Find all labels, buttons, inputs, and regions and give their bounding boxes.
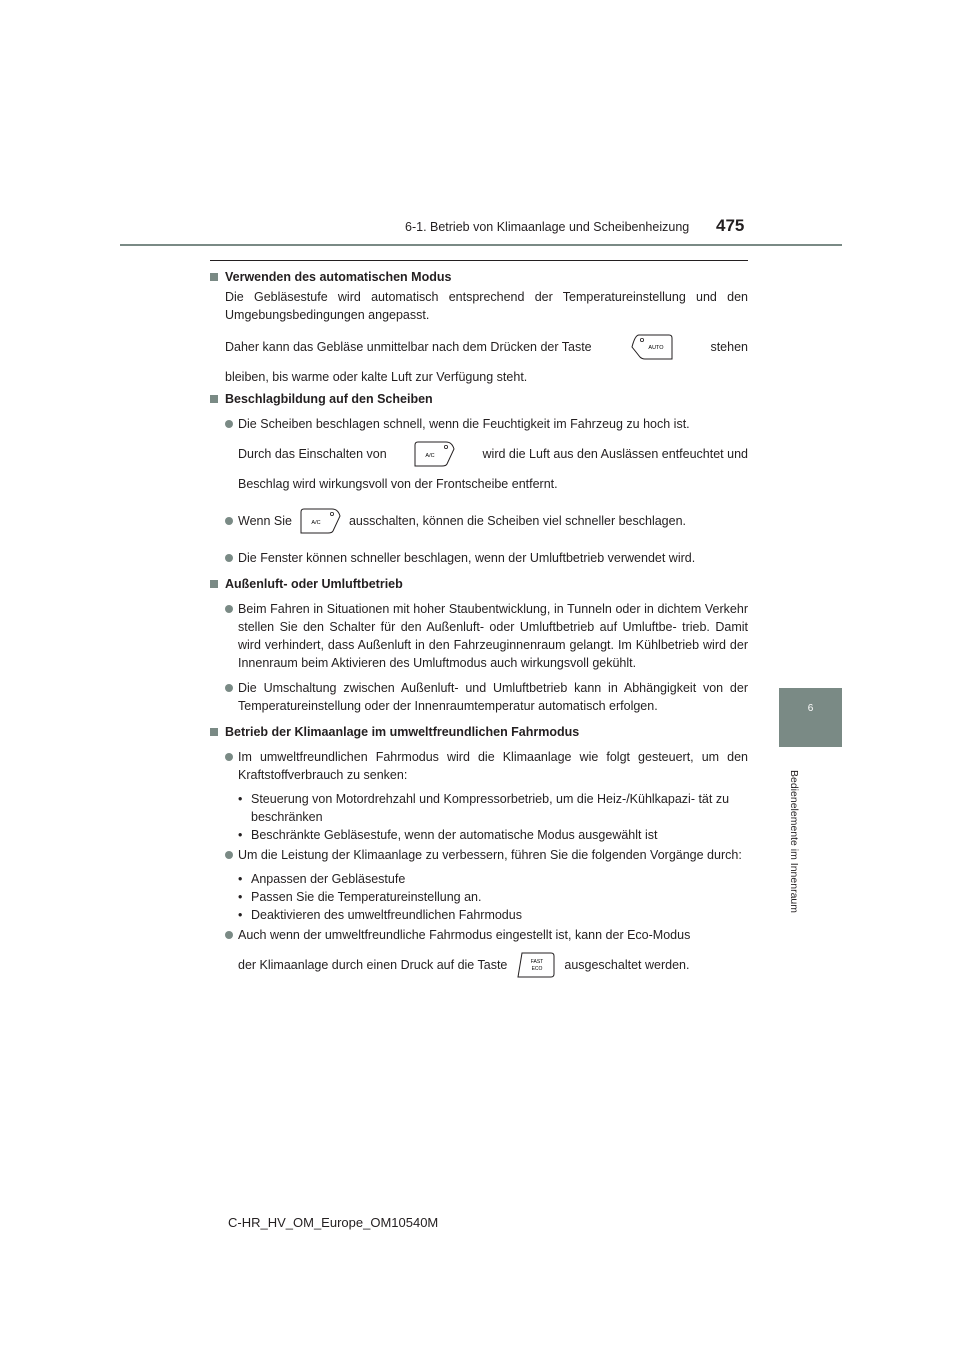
section-heading-air: Außenluft- oder Umluftbetrieb [210, 575, 748, 593]
square-bullet-icon [210, 728, 218, 736]
round-bullet-icon [225, 684, 233, 692]
fog-bullet-1: Die Scheiben beschlagen schnell, wenn die Feuchtigkeit im Fahrzeug zu hoch ist. Durch das Einschalten von A/C wird die Luft aus den Auslässen entfeuchtet und Beschlag wird wirkungsvoll von der Frontscheibe entfernt. [210, 415, 748, 493]
square-bullet-icon [210, 395, 218, 403]
eco-bullet-3: Auch wenn der umweltfreundliche Fahrmodus eingestellt ist, kann der Eco-Modus der Klimaanlage durch einen Druck auf die Taste FAST ECO ausgeschaltet werden. [210, 926, 748, 986]
list-item: • Anpassen der Gebläsestufe [238, 870, 748, 888]
eco-bullet-2: Um die Leistung der Klimaanlage zu verbessern, führen Sie die folgenden Vorgänge durch: [210, 846, 748, 864]
round-bullet-icon [225, 753, 233, 761]
footer-code: C-HR_HV_OM_Europe_OM10540M [228, 1215, 439, 1230]
chapter-tab [779, 688, 842, 747]
ac-button-icon [412, 439, 457, 469]
section-heading-eco: Betrieb der Klimaanlage im umweltfreundlichen Fahrmodus [210, 723, 748, 741]
svg-text:A/C: A/C [311, 520, 321, 526]
auto-paragraph-1: Die Gebläsestufe wird automatisch entsprechend der Temperatureinstellung und den Umgebungsbedingungen angepasst. [225, 290, 748, 322]
round-bullet-icon [225, 851, 233, 859]
eco-bullet-2-list [210, 870, 748, 924]
list-item: • Deaktivieren des umweltfreundlichen Fahrmodus [238, 906, 748, 924]
svg-text:FAST: FAST [531, 959, 544, 965]
auto-paragraph-2: Daher kann das Gebläse unmittelbar nach dem Drücken der Taste AUTO stehen bleiben, bis warme oder kalte Luft zur Verfügung steht. [210, 326, 748, 386]
content-rule [210, 260, 748, 261]
section-heading-auto: Verwenden des automatischen Modus [210, 268, 748, 286]
ac-button-icon [298, 506, 343, 536]
round-bullet-icon [225, 517, 233, 525]
section-heading-fog: Beschlagbildung auf den Scheiben [210, 390, 748, 408]
content [210, 268, 748, 986]
round-bullet-icon [225, 605, 233, 613]
svg-text:AUTO: AUTO [647, 345, 664, 351]
chapter-label: Bedienelemente im Innenraum [788, 770, 800, 914]
list-item: • Beschränkte Gebläsestufe, wenn der automatische Modus ausgewählt ist [238, 826, 748, 844]
header-title: 6-1. Betrieb von Klimaanlage und Scheibenheizung [405, 220, 690, 234]
svg-text:ECO: ECO [531, 966, 543, 972]
square-bullet-icon [210, 273, 218, 281]
fog-bullet-3: Die Fenster können schneller beschlagen, wenn der Umluftbetrieb verwendet wird. [210, 549, 748, 567]
round-bullet-icon [225, 554, 233, 562]
round-bullet-icon [225, 931, 233, 939]
fast-eco-button-icon [513, 950, 558, 980]
chapter-number: 6 [807, 703, 814, 714]
fog-bullet-2: Wenn Sie A/C ausschalten, können die Scheiben viel schneller beschlagen. [210, 500, 748, 542]
eco-bullet-1: Im umweltfreundlichen Fahrmodus wird die Klimaanlage wie folgt gesteuert, um den Kraftstoffverbrauch zu senken: [210, 748, 748, 784]
square-bullet-icon [210, 580, 218, 588]
air-bullet-1: Beim Fahren in Situationen mit hoher Staubentwicklung, in Tunneln oder in dichtem Verkehr stellen Sie den Schalter für den Außenluft- oder Umluftbetrieb auf Umluftbe- trieb. Damit wird verhindert, dass Außenluft in den Fahrzeuginnenraum gelangt. Im Kühlbetrieb wird der Innenraum beim Aktivieren des Umluftmodus auch wirkungsvoll gekühlt. [210, 600, 748, 672]
page-number: 475 [716, 216, 745, 235]
svg-text:A/C: A/C [425, 453, 435, 459]
header-rule [120, 244, 842, 246]
air-bullet-2: Die Umschaltung zwischen Außenluft- und Umluftbetrieb kann in Abhängigkeit von der Temperatureinstellung oder der Innenraumtemperatur automatisch erfolgen. [210, 679, 748, 715]
list-item: • Steuerung von Motordrehzahl und Kompressorbetrieb, um die Heiz-/Kühlkapazi- tät zu beschränken [238, 790, 748, 826]
auto-button-icon [629, 332, 674, 362]
eco-bullet-1-list [210, 790, 748, 844]
round-bullet-icon [225, 420, 233, 428]
list-item: • Passen Sie die Temperatureinstellung an. [238, 888, 748, 906]
